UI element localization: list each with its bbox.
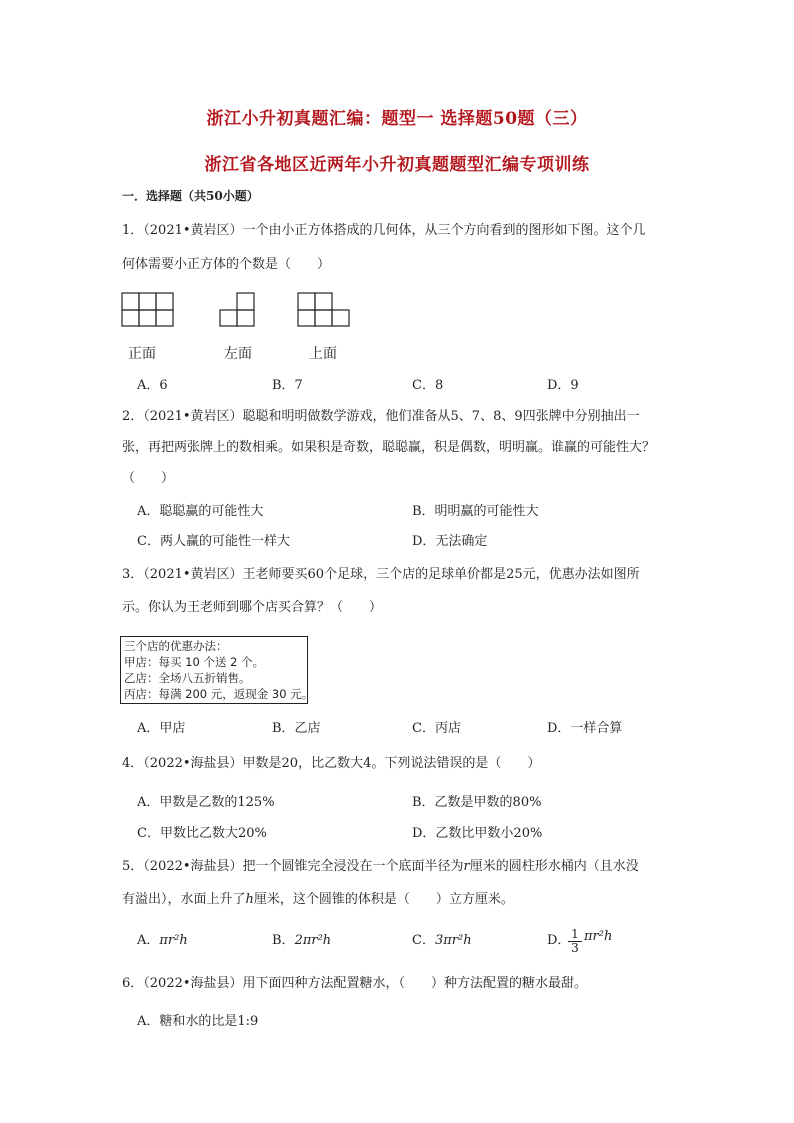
q5-height-var: h — [245, 892, 254, 907]
q2-option-a: A．聪聪赢的可能性大 — [137, 504, 264, 519]
question-4-line-1: 4．（2022•海盐县）甲数是20，比乙数大4。下列说法错误的是（ ） — [122, 756, 541, 771]
q1-option-b: B．7 — [272, 378, 303, 393]
discount-info-box — [120, 636, 314, 704]
q4-option-c: C．甲数比乙数大20% — [137, 826, 267, 841]
section-heading: 一．选择题（共50小题） — [122, 189, 259, 203]
discount-shop-bing: 丙店：每满 200 元，返现金 30 元。 — [124, 687, 314, 701]
top-view-label: 上面 — [309, 346, 337, 362]
question-1-line-2: 何体需要小正方体的个数是（ ） — [122, 257, 331, 272]
q5-option-c-expr: 3πr²h — [434, 933, 472, 948]
question-3-line-1: 3．（2021•黄岩区）王老师要买60个足球，三个店的足球单价都是25元，优惠办法如图所 — [122, 567, 640, 582]
front-view-label: 正面 — [128, 346, 156, 362]
q2-option-c: C．两人赢的可能性一样大 — [137, 534, 290, 549]
q2-option-d: D．无法确定 — [412, 534, 488, 549]
q3-option-c: C．丙店 — [412, 721, 461, 736]
document-subtitle: 浙江省各地区近两年小升初真题题型汇编专项训练 — [204, 155, 590, 175]
q4-option-b: B．乙数是甲数的80% — [412, 795, 542, 810]
q5-line2-pre: 有溢出），水面上升了 — [122, 892, 246, 907]
q5-line1-pre: 5．（2022•海盐县）把一个圆锥完全浸没在一个底面半径为 — [122, 859, 464, 874]
q5-option-a-label: A． — [137, 933, 160, 948]
three-view-figures — [120, 290, 360, 330]
discount-shop-jia: 甲店：每买 10 个送 2 个。 — [124, 655, 265, 669]
q5-option-d-expr: πr²h — [584, 929, 613, 944]
q5-radius-var: r — [463, 859, 470, 874]
fraction-numerator: 1 — [571, 927, 579, 941]
q5-option-b-label: B． — [272, 933, 295, 948]
q4-option-a: A．甲数是乙数的125% — [137, 795, 275, 810]
q5-option-d — [547, 929, 570, 948]
front-view-grid — [122, 293, 173, 326]
q5-line1-post: 厘米的圆柱形水桶内（且水没 — [469, 859, 639, 874]
q3-option-a: A．甲店 — [137, 721, 186, 736]
q4-option-d: D．乙数比甲数小20% — [412, 826, 543, 841]
document-title: 浙江小升初真题汇编：题型一 选择题50题（三） — [206, 109, 588, 129]
discount-shop-yi: 乙店：全场八五折销售。 — [124, 671, 251, 685]
left-view-grid — [220, 293, 254, 326]
q5-option-b — [272, 929, 331, 948]
question-2-line-3: （ ） — [122, 471, 175, 486]
question-5-line-2 — [122, 888, 514, 907]
top-view-grid — [298, 293, 349, 326]
q1-option-a: A．6 — [137, 378, 168, 393]
q5-option-d-fraction — [568, 928, 582, 955]
question-2-line-1: 2．（2021•黄岩区）聪聪和明明做数学游戏，他们准备从5、7、8、9四张牌中分别抽出一 — [122, 409, 640, 424]
question-6-line-1: 6．（2022•海盐县）用下面四种方法配置糖水，（ ）种方法配置的糖水最甜。 — [122, 976, 588, 991]
q5-option-a-expr: πr²h — [159, 933, 188, 948]
discount-box-title: 三个店的优惠办法： — [124, 639, 228, 653]
q5-option-d-label: D． — [547, 933, 571, 948]
q3-option-d: D．一样合算 — [547, 721, 623, 736]
q1-option-c: C．8 — [412, 378, 444, 393]
question-2-line-2: 张，再把两张牌上的数相乘。如果积是奇数，聪聪赢，积是偶数，明明赢。谁赢的可能性大？ — [122, 440, 656, 455]
q5-line2-post: 厘米，这个圆锥的体积是（ ）立方厘米。 — [253, 892, 514, 907]
question-1-line-1: 1．（2021•黄岩区）一个由小正方体搭成的几何体，从三个方向看到的图形如下图。这个几 — [122, 223, 646, 238]
q5-option-b-expr: 2πr²h — [294, 933, 332, 948]
question-5-line-1 — [122, 855, 639, 874]
q6-option-a: A．糖和水的比是1:9 — [137, 1014, 259, 1029]
left-view-label: 左面 — [224, 346, 252, 362]
q5-option-a — [137, 929, 188, 948]
q1-option-d: D．9 — [547, 378, 579, 393]
question-3-line-2: 示。你认为王老师到哪个店买合算？（ ） — [122, 600, 383, 615]
q5-option-c-label: C． — [412, 933, 435, 948]
q2-option-b: B．明明赢的可能性大 — [412, 504, 539, 519]
fraction-denominator: 3 — [568, 941, 582, 955]
q5-option-c — [412, 929, 472, 948]
q3-option-b: B．乙店 — [272, 721, 321, 736]
